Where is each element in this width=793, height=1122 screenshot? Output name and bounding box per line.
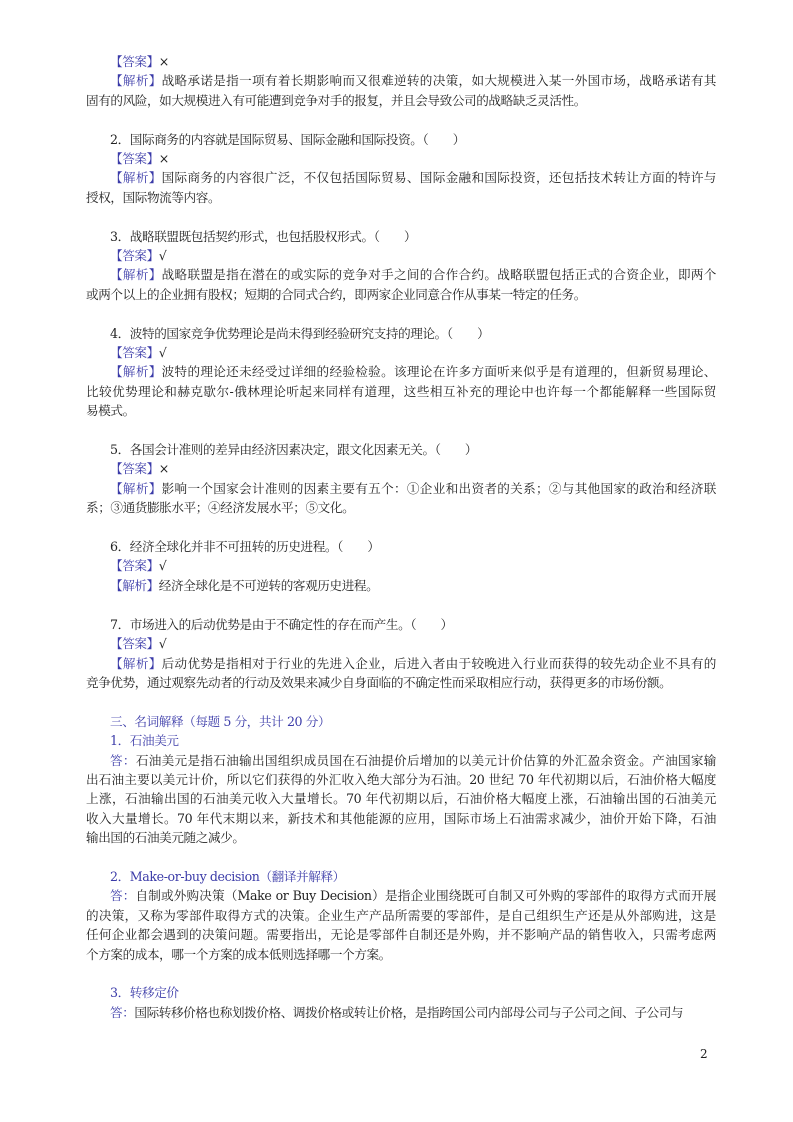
- paragraph-line: [86, 71, 716, 90]
- question-text: [86, 130, 716, 149]
- paragraph-line: [86, 168, 716, 187]
- analysis-label: 【解析】: [110, 364, 162, 380]
- spacer: [86, 421, 716, 440]
- line-text: 三、名词解释（每题 5 分，共计 20 分）: [110, 713, 331, 729]
- spacer: [86, 304, 716, 323]
- spacer: [86, 964, 716, 983]
- line-text: ×: [158, 461, 169, 477]
- line-text: √: [158, 636, 167, 652]
- analysis-label: 【解析】: [110, 73, 162, 89]
- paragraph-line: [86, 382, 716, 401]
- line-text: 2．Make-or-buy decision（翻译并解释）: [110, 868, 345, 884]
- spacer: [86, 518, 716, 537]
- line-text: 比较优势理论和赫克歇尔-俄林理论听起来同样有道理，这些相互补充的理论中也许每一个都能解释一些国际贸: [86, 383, 716, 399]
- question-text: [86, 537, 716, 556]
- line-text: 固有的风险，如大规模进入有可能遭到竞争对手的报复，并且会导致公司的战略缺乏灵活性。: [86, 92, 586, 108]
- paragraph-line: [86, 188, 716, 207]
- spacer: [86, 848, 716, 867]
- line-text: √: [158, 558, 167, 574]
- line-text: 2．国际商务的内容就是国际贸易、国际金融和国际投资。（ ）: [110, 131, 465, 147]
- paragraph-line: [86, 52, 716, 71]
- paragraph-line: [86, 654, 716, 673]
- section-heading: [86, 867, 716, 886]
- spacer: [86, 692, 716, 711]
- line-text: ×: [158, 54, 169, 69]
- line-text: 3．转移定价: [110, 985, 179, 1001]
- paragraph-line: [86, 809, 716, 828]
- answer-prefix: 答：: [110, 752, 136, 768]
- line-text: 6．经济全球化并非不可扭转的历史进程。（ ）: [110, 539, 380, 555]
- question-block: [86, 130, 716, 208]
- line-text: 战略承诺是指一项有着长期影响而又很难逆转的决策，如大规模进入某一外国市场，战略承诺有其: [161, 73, 716, 89]
- line-text: 系；③通货膨胀水平；④经济发展水平；⑤文化。: [86, 500, 355, 516]
- line-text: 石油美元是指石油输出国组织成员国在石油提价后增加的以美元计价估算的外汇盈余资金。产油国家输: [135, 752, 716, 768]
- line-text: 1．石油美元: [110, 733, 179, 749]
- answer-label: 【答案】: [110, 54, 159, 69]
- line-text: 任何企业都会遇到的决策问题。需要指出，无论是零部件自制还是外购，并不影响产品的销售收入，只需考虑两: [86, 927, 716, 943]
- line-text: 出石油主要以美元计价，所以它们获得的外汇收入绝大部分为石油。20 世纪 70 年代初期以后，石油价格大幅度: [86, 771, 716, 787]
- question-block: [86, 324, 716, 421]
- line-text: 国际转移价格也称划拨价格、调拨价格或转让价格，是指跨国公司内部母公司与子公司之间、子公司与: [134, 1004, 684, 1020]
- page-number: 2: [700, 1047, 708, 1061]
- analysis-label: 【解析】: [110, 577, 159, 593]
- paragraph-line: [86, 828, 716, 847]
- question-block: [86, 440, 716, 518]
- spacer: [86, 110, 716, 129]
- paragraph-line: [86, 362, 716, 381]
- section-heading: [86, 712, 716, 731]
- line-text: √: [158, 345, 167, 361]
- paragraph-line: [86, 576, 716, 595]
- analysis-label: 【解析】: [110, 170, 162, 186]
- paragraph-line: [86, 401, 716, 420]
- line-text: 自制或外购决策（Make or Buy Decision）是指企业围绕既可自制又可外购的零部件的取得方式而开展: [135, 888, 716, 904]
- paragraph-line: [86, 91, 716, 110]
- paragraph-line: [86, 556, 716, 575]
- question-block: [86, 227, 716, 305]
- spacer: [86, 595, 716, 614]
- line-text: ×: [158, 151, 169, 167]
- line-text: 波特的理论还未经受过详细的经验检验。该理论在许多方面听来似乎是有道理的，但新贸易理论、: [161, 364, 716, 380]
- line-text: 经济全球化是不可逆转的客观历史进程。: [158, 577, 379, 593]
- answer-label: 【答案】: [110, 345, 159, 361]
- paragraph-line: [86, 673, 716, 692]
- question-block: [86, 537, 716, 595]
- line-text: 后动优势是指相对于行业的先进入企业，后进入者由于较晚进入行业而获得的较先动企业不具有的: [161, 655, 716, 671]
- paragraph-line: [86, 343, 716, 362]
- paragraph-line: [86, 925, 716, 944]
- document-body: [86, 52, 716, 1022]
- question-text: [86, 440, 716, 459]
- line-text: 易模式。: [86, 403, 135, 419]
- analysis-label: 【解析】: [110, 480, 162, 496]
- line-text: 战略联盟是指在潜在的或实际的竞争对手之间的合作合约。战略联盟包括正式的合资企业，即两个: [161, 267, 716, 283]
- paragraph-line: [86, 285, 716, 304]
- line-text: 上涨，石油输出国的石油美元收入大量增长。70 年代初期以后，石油价格大幅度上涨，石油输出国的石油美元: [86, 791, 716, 807]
- answer-label: 【答案】: [110, 248, 159, 264]
- paragraph-line: [86, 246, 716, 265]
- paragraph-line: [86, 770, 716, 789]
- section-heading: [86, 731, 716, 750]
- question-block: [86, 52, 716, 110]
- line-text: 个方案的成本，哪一个方案的成本低则选择哪一个方案。: [86, 946, 391, 962]
- paragraph-line: [86, 789, 716, 808]
- question-block: [86, 867, 716, 964]
- line-text: 竞争优势，通过观察先动者的行动及效果来减少自身面临的不确定性而采取相应行动，获得更多的市场份额。: [86, 674, 672, 690]
- answer-prefix: 答：: [110, 1004, 135, 1020]
- line-text: 影响一个国家会计准则的因素主要有五个：①企业和出资者的关系；②与其他国家的政治和经济联: [161, 480, 716, 496]
- spacer: [86, 207, 716, 226]
- question-text: [86, 615, 716, 634]
- paragraph-line: [86, 265, 716, 284]
- paragraph-line: [86, 498, 716, 517]
- paragraph-line: [86, 149, 716, 168]
- answer-prefix: 答：: [110, 888, 136, 904]
- section-heading: [86, 983, 716, 1002]
- paragraph-line: [86, 1003, 716, 1022]
- answer-label: 【答案】: [110, 558, 159, 574]
- line-text: 4．波特的国家竞争优势理论是尚未得到经验研究支持的理论。（ ）: [110, 325, 490, 341]
- analysis-label: 【解析】: [110, 655, 162, 671]
- answer-label: 【答案】: [110, 461, 159, 477]
- line-text: 3．战略联盟既包括契约形式，也包括股权形式。（ ）: [110, 228, 417, 244]
- answer-label: 【答案】: [110, 151, 159, 167]
- question-text: [86, 324, 716, 343]
- line-text: 输出国的石油美元随之减少。: [86, 830, 245, 846]
- line-text: 收入大量增长。70 年代末期以来，新技术和其他能源的应用，国际市场上石油需求减少，油价开始下降，石油: [86, 810, 716, 826]
- line-text: 授权，国际物流等内容。: [86, 189, 221, 205]
- question-block: [86, 983, 716, 1022]
- line-text: 或两个以上的企业拥有股权；短期的合同式合约，即两家企业同意合作从事某一特定的任务。: [86, 286, 586, 302]
- paragraph-line: [86, 906, 716, 925]
- paragraph-line: [86, 751, 716, 770]
- question-text: [86, 227, 716, 246]
- line-text: 的决策，又称为零部件取得方式的决策。企业生产产品所需要的零部件，是自己组织生产还是从外部购进，这是: [86, 907, 716, 923]
- answer-label: 【答案】: [110, 636, 159, 652]
- line-text: 5．各国会计准则的差异由经济因素决定，跟文化因素无关。（ ）: [110, 442, 478, 458]
- line-text: 国际商务的内容很广泛，不仅包括国际贸易、国际金融和国际投资，还包括技术转让方面的特许与: [161, 170, 716, 186]
- paragraph-line: [86, 459, 716, 478]
- paragraph-line: [86, 886, 716, 905]
- line-text: √: [158, 248, 167, 264]
- line-text: 7．市场进入的后动优势是由于不确定性的存在而产生。（ ）: [110, 616, 453, 632]
- paragraph-line: [86, 634, 716, 653]
- question-block: [86, 615, 716, 693]
- paragraph-line: [86, 479, 716, 498]
- question-block: [86, 712, 716, 848]
- analysis-label: 【解析】: [110, 267, 162, 283]
- paragraph-line: [86, 945, 716, 964]
